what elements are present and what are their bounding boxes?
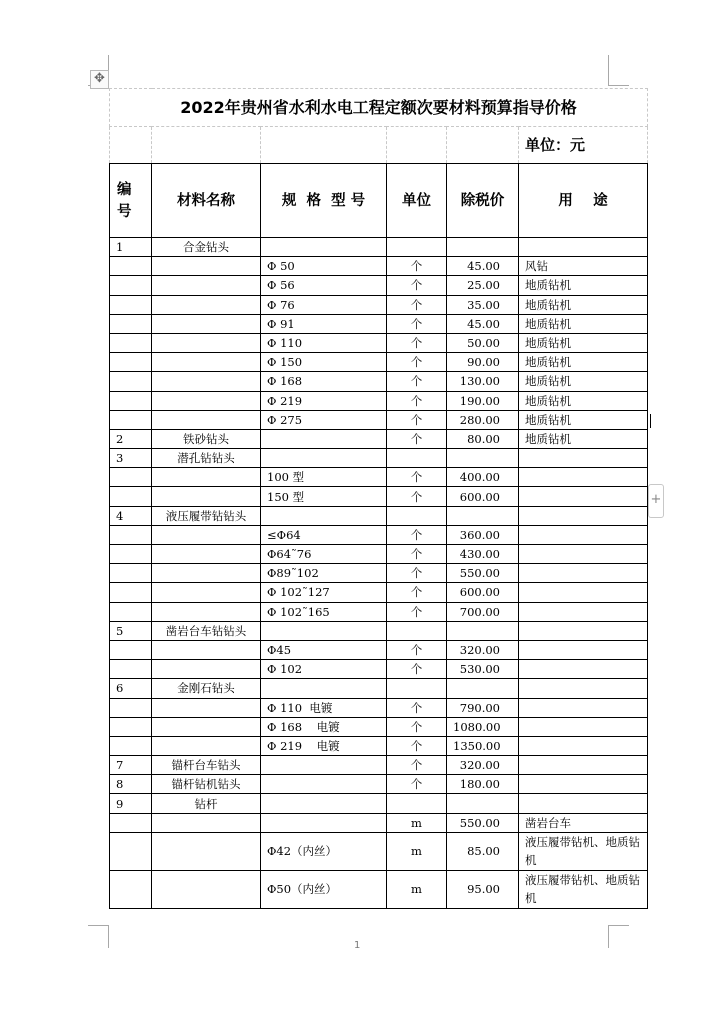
cell-spec: Φ 219 [261,391,387,410]
header-price: 除税价 [447,164,519,238]
cell-use [519,660,648,679]
cell-spec: Φ64˜76 [261,545,387,564]
cell-no [110,870,152,908]
table-row [110,314,648,333]
cell-price [447,506,519,525]
cell-unit [387,238,447,257]
table-row [110,333,648,352]
text-cursor [650,414,651,428]
cell-use [519,545,648,564]
cell-spec [261,775,387,794]
cell-name: 凿岩台车钻钻头 [152,621,261,640]
header-unit: 单位 [387,164,447,238]
cell-use [519,468,648,487]
cell-use [519,583,648,602]
cell-name: 锚杆台车钻头 [152,756,261,775]
cell-price: 1080.00 [447,717,519,736]
cell-name [152,391,261,410]
cell-name: 锚杆钻机钻头 [152,775,261,794]
table-row [110,391,648,410]
cell-no [110,257,152,276]
cell-spec: Φ 168 [261,372,387,391]
header-no: 编号 [110,164,152,238]
cell-price: 600.00 [447,583,519,602]
table-row [110,621,648,640]
cell-use: 风钻 [519,257,648,276]
cell-unit: m [387,832,447,870]
cell-use: 液压履带钻机、地质钻机 [519,832,648,870]
table-row [110,775,648,794]
cell-use [519,487,648,506]
cell-unit: 个 [387,583,447,602]
header-name: 材料名称 [152,164,261,238]
cell-no: 2 [110,429,152,448]
cell-spec [261,621,387,640]
cell-unit: 个 [387,314,447,333]
cell-no [110,525,152,544]
cell-no [110,717,152,736]
cell-spec: Φ45 [261,640,387,659]
cell-unit: 个 [387,775,447,794]
cell-name [152,410,261,429]
cell-no: 3 [110,449,152,468]
cell-price: 50.00 [447,333,519,352]
cell-unit: 个 [387,717,447,736]
cell-price: 45.00 [447,257,519,276]
cell-use: 地质钻机 [519,333,648,352]
cell-name [152,698,261,717]
cell-unit [387,506,447,525]
table-row [110,353,648,372]
cell-name [152,487,261,506]
cell-no [110,410,152,429]
cell-spec [261,679,387,698]
table-row [110,583,648,602]
cell-price: 550.00 [447,813,519,832]
cell-name [152,583,261,602]
table-row [110,525,648,544]
cell-use [519,794,648,813]
table-row [110,717,648,736]
cell-spec: Φ89˜102 [261,564,387,583]
cell-spec: Φ 150 [261,353,387,372]
cell-unit: 个 [387,353,447,372]
cell-use [519,602,648,621]
cell-use: 地质钻机 [519,372,648,391]
cell-unit: 个 [387,257,447,276]
cell-spec: Φ 110 电镀 [261,698,387,717]
cell-name: 潜孔钻钻头 [152,449,261,468]
cell-spec [261,238,387,257]
cell-spec [261,429,387,448]
cell-unit: 个 [387,545,447,564]
crop-mark-bottom-right [608,925,629,948]
cell-use: 地质钻机 [519,429,648,448]
cell-price: 180.00 [447,775,519,794]
cell-name: 金刚石钻头 [152,679,261,698]
table-row [110,736,648,755]
cell-no: 4 [110,506,152,525]
cell-name [152,353,261,372]
cell-spec: Φ 102˜127 [261,583,387,602]
cell-no [110,813,152,832]
cell-name: 钻杆 [152,794,261,813]
cell-no: 7 [110,756,152,775]
cell-price: 130.00 [447,372,519,391]
cell-price [447,794,519,813]
cell-use [519,717,648,736]
cell-spec: 100 型 [261,468,387,487]
cell-unit: m [387,870,447,908]
cell-spec: 150 型 [261,487,387,506]
cell-no [110,564,152,583]
cell-price: 320.00 [447,640,519,659]
table-row [110,640,648,659]
cell-unit [387,621,447,640]
cell-spec: Φ50（内丝） [261,870,387,908]
cell-price: 1350.00 [447,736,519,755]
cell-name [152,717,261,736]
cell-unit: 个 [387,564,447,583]
cell-name [152,295,261,314]
cell-unit: 个 [387,756,447,775]
cell-name [152,602,261,621]
cell-unit: m [387,813,447,832]
cell-unit: 个 [387,410,447,429]
cell-price: 430.00 [447,545,519,564]
table-row [110,545,648,564]
cell-use [519,506,648,525]
page-number: 1 [354,940,361,951]
cell-name [152,314,261,333]
cell-unit: 个 [387,372,447,391]
cell-name: 液压履带钻钻头 [152,506,261,525]
cell-price: 530.00 [447,660,519,679]
cell-no [110,832,152,870]
cell-spec: Φ 91 [261,314,387,333]
cell-no [110,698,152,717]
cell-price: 700.00 [447,602,519,621]
cell-price: 35.00 [447,295,519,314]
cell-price: 600.00 [447,487,519,506]
cell-name [152,257,261,276]
table-row [110,238,648,257]
table-row [110,679,648,698]
table-row [110,429,648,448]
table-row [110,698,648,717]
cell-use [519,756,648,775]
cell-spec: Φ 219 电镀 [261,736,387,755]
cell-unit: 个 [387,429,447,448]
cell-no: 1 [110,238,152,257]
cell-name [152,525,261,544]
cell-name [152,545,261,564]
table-row [110,468,648,487]
table-row [110,602,648,621]
cell-use [519,698,648,717]
cell-use: 地质钻机 [519,314,648,333]
cell-unit: 个 [387,660,447,679]
cell-use: 地质钻机 [519,410,648,429]
cell-price: 85.00 [447,832,519,870]
cell-unit: 个 [387,295,447,314]
cell-spec: ≤Φ64 [261,525,387,544]
cell-price [447,679,519,698]
cell-spec: Φ42（内丝） [261,832,387,870]
add-column-button[interactable]: + [648,484,664,518]
cell-name: 铁砂钻头 [152,429,261,448]
cell-unit: 个 [387,736,447,755]
cell-no [110,602,152,621]
table-row [110,660,648,679]
cell-price: 25.00 [447,276,519,295]
cell-use [519,449,648,468]
cell-price: 320.00 [447,756,519,775]
cell-unit: 个 [387,487,447,506]
cell-spec: Φ 76 [261,295,387,314]
table-row [110,372,648,391]
cell-price: 80.00 [447,429,519,448]
table-row [110,794,648,813]
cell-price: 45.00 [447,314,519,333]
cell-spec [261,506,387,525]
table-row [110,870,648,908]
cell-unit [387,679,447,698]
cell-use [519,564,648,583]
cell-use [519,640,648,659]
cell-spec [261,449,387,468]
table-row [110,257,648,276]
cell-name [152,832,261,870]
unit-row [110,127,648,164]
table-row [110,506,648,525]
cell-use: 液压履带钻机、地质钻机 [519,870,648,908]
cell-price [447,238,519,257]
cell-no [110,353,152,372]
cell-price: 550.00 [447,564,519,583]
cell-unit [387,794,447,813]
cell-use: 地质钻机 [519,353,648,372]
cell-spec: Φ 102˜165 [261,602,387,621]
cell-use [519,679,648,698]
cell-use: 地质钻机 [519,276,648,295]
cell-price [447,449,519,468]
table-row [110,487,648,506]
cell-name [152,372,261,391]
cell-unit: 个 [387,468,447,487]
cell-name [152,276,261,295]
cell-unit: 个 [387,525,447,544]
cell-use [519,525,648,544]
title-row [110,89,648,127]
cell-unit: 个 [387,391,447,410]
table-row [110,756,648,775]
cell-no [110,545,152,564]
cell-price: 360.00 [447,525,519,544]
cell-price [447,621,519,640]
table-row [110,832,648,870]
cell-price: 400.00 [447,468,519,487]
cell-unit [387,449,447,468]
cell-use [519,238,648,257]
cell-price: 790.00 [447,698,519,717]
cell-unit: 个 [387,276,447,295]
cell-use: 凿岩台车 [519,813,648,832]
cell-spec: Φ 168 电镀 [261,717,387,736]
cell-price: 190.00 [447,391,519,410]
cell-price: 95.00 [447,870,519,908]
document-title: 2022年贵州省水利水电工程定额次要材料预算指导价格 [110,89,648,127]
cell-spec: Φ 56 [261,276,387,295]
cell-use: 地质钻机 [519,295,648,314]
cell-name [152,640,261,659]
table-row [110,295,648,314]
cell-name [152,660,261,679]
header-use: 用 途 [519,164,648,238]
cell-no: 6 [110,679,152,698]
header-row [110,164,648,238]
cell-no [110,391,152,410]
table-row [110,276,648,295]
cell-no [110,333,152,352]
cell-spec: Φ 50 [261,257,387,276]
cell-no [110,487,152,506]
header-spec: 规 格 型 号 [261,164,387,238]
table-move-handle[interactable]: ✥ [90,70,109,89]
cell-unit: 个 [387,640,447,659]
cell-use: 地质钻机 [519,391,648,410]
cell-name [152,813,261,832]
unit-label: 单位：元 [519,127,648,164]
cell-price: 90.00 [447,353,519,372]
cell-spec [261,813,387,832]
cell-no [110,372,152,391]
cell-name: 合金钻头 [152,238,261,257]
cell-no [110,276,152,295]
table-row [110,813,648,832]
cell-spec [261,756,387,775]
cell-use [519,736,648,755]
cell-no [110,660,152,679]
cell-unit: 个 [387,602,447,621]
table-row [110,449,648,468]
cell-name [152,333,261,352]
cell-name [152,468,261,487]
cell-spec [261,794,387,813]
crop-mark-bottom-left [88,925,109,948]
cell-unit: 个 [387,333,447,352]
table-row [110,564,648,583]
cell-name [152,564,261,583]
cell-name [152,870,261,908]
cell-no [110,314,152,333]
cell-no [110,640,152,659]
cell-use [519,775,648,794]
cell-price: 280.00 [447,410,519,429]
cell-no [110,468,152,487]
cell-name [152,736,261,755]
cell-no: 9 [110,794,152,813]
cell-spec: Φ 102 [261,660,387,679]
table-row [110,410,648,429]
price-table [109,88,648,909]
cell-no [110,736,152,755]
crop-mark-top-right [608,55,629,86]
cell-no [110,583,152,602]
cell-no: 8 [110,775,152,794]
cell-unit: 个 [387,698,447,717]
cell-no [110,295,152,314]
cell-spec: Φ 275 [261,410,387,429]
cell-no: 5 [110,621,152,640]
cell-spec: Φ 110 [261,333,387,352]
cell-use [519,621,648,640]
